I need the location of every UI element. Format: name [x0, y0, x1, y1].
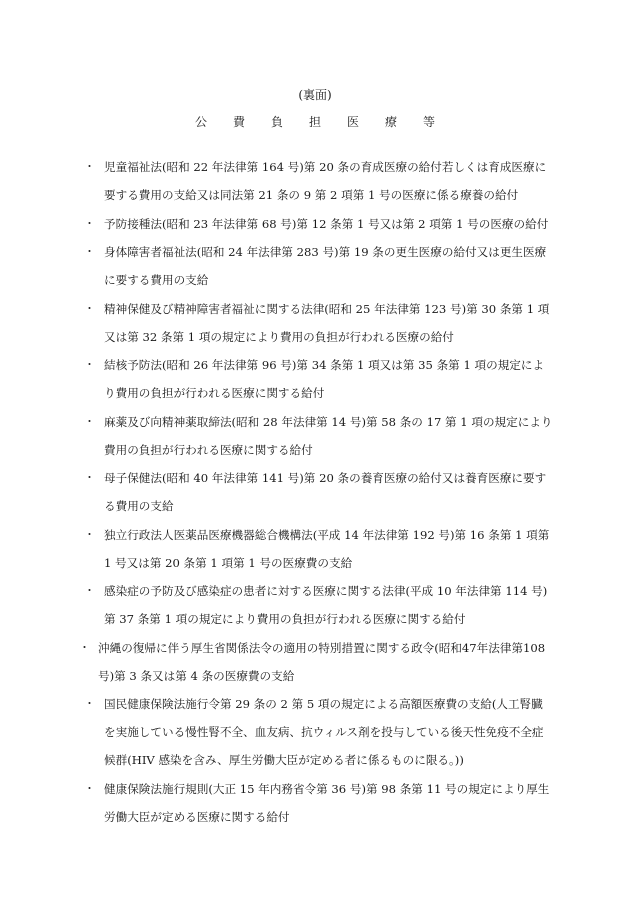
list-item-text: 健康保険法施行規則(大正 15 年内務省令第 36 号)第 98 条第 11 号の規定により厚生労働大臣が定める医療に関する給付	[104, 781, 550, 824]
list-item	[0, 464, 630, 520]
bullet-icon: ・	[84, 358, 95, 371]
list-item	[0, 238, 630, 294]
list-item-text: 予防接種法(昭和 23 年法律第 68 号)第 12 条第 1 号又は第 2 項第 1 号の医療の給付	[104, 216, 549, 231]
list-item-text: 独立行政法人医薬品医療機器総合機構法(平成 14 年法律第 192 号)第 16 条第 1 項第 1 号又は第 20 条第 1 項第 1 号の医療費の支給	[104, 527, 550, 570]
bullet-icon: ・	[84, 160, 95, 173]
list-item	[0, 295, 630, 351]
list-item-text: 国民健康保険法施行令第 29 条の 2 第 5 項の規定による高額医療費の支給(人工腎臓を実施している慢性腎不全、血友病、抗ウィルス剤を投与している後天性免疫不全症候群(HIV 感染を含み、厚生労働大臣が定める者に係るものに限る。))	[104, 697, 544, 767]
list-item	[0, 690, 630, 774]
bullet-icon: ・	[84, 527, 95, 541]
bullet-icon: ・	[84, 584, 95, 597]
list-item-text: 母子保健法(昭和 40 年法律第 141 号)第 20 条の養育医療の給付又は養育医療に要する費用の支給	[104, 471, 547, 513]
page-title: 公費負担医療等	[194, 115, 461, 129]
list-item-text: 精神保健及び精神障害者福祉に関する法律(昭和 25 年法律第 123 号)第 30 条第 1 項又は第 32 条第 1 項の規定により費用の負担が行われる医療の給付	[104, 301, 550, 344]
list-item	[0, 153, 630, 209]
bullet-icon: ・	[84, 301, 95, 315]
list-item	[0, 634, 630, 690]
list-item-text: 結核予防法(昭和 26 年法律第 96 号)第 34 条第 1 項又は第 35 条第 1 項の規定により費用の負担が行われる医療に関する給付	[104, 358, 545, 400]
list-item	[0, 408, 630, 464]
bullet-icon: ・	[79, 640, 90, 654]
list-item-text: 感染症の予防及び感染症の患者に対する医療に関する法律(平成 10 年法律第 114 号)第 37 条第 1 項の規定により費用の負担が行われる医療に関する給付	[104, 584, 548, 626]
list-item	[0, 521, 630, 577]
list-item-text: 沖縄の復帰に伴う厚生省関係法令の適用の特別措置に関する政令(昭和47年法律第108号)第 3 条又は第 4 条の医療費の支給	[98, 640, 546, 683]
list-item-text: 麻薬及び向精神薬取締法(昭和 28 年法律第 14 号)第 58 条の 17 第 1 項の規定により費用の負担が行われる医療に関する給付	[104, 414, 553, 457]
list-item-text: 児童福祉法(昭和 22 年法律第 164 号)第 20 条の育成医療の給付若しくは育成医療に要する費用の支給又は同法第 21 条の 9 第 2 項第 1 号の医療に係る療養の給付	[104, 160, 547, 202]
list-item	[0, 577, 630, 633]
bullet-icon: ・	[84, 414, 95, 428]
list-item	[0, 775, 630, 831]
page-side-label: (裏面)	[298, 88, 332, 102]
list-item	[0, 210, 630, 238]
list-item-text: 身体障害者福祉法(昭和 24 年法律第 283 号)第 19 条の更生医療の給付又は更生医療に要する費用の支給	[104, 245, 547, 287]
bullet-icon: ・	[84, 781, 95, 795]
bullet-icon: ・	[84, 697, 95, 710]
bullet-icon: ・	[84, 216, 95, 230]
benefit-list	[0, 153, 630, 831]
bullet-icon: ・	[84, 471, 95, 484]
bullet-icon: ・	[84, 245, 95, 258]
list-item	[0, 351, 630, 407]
